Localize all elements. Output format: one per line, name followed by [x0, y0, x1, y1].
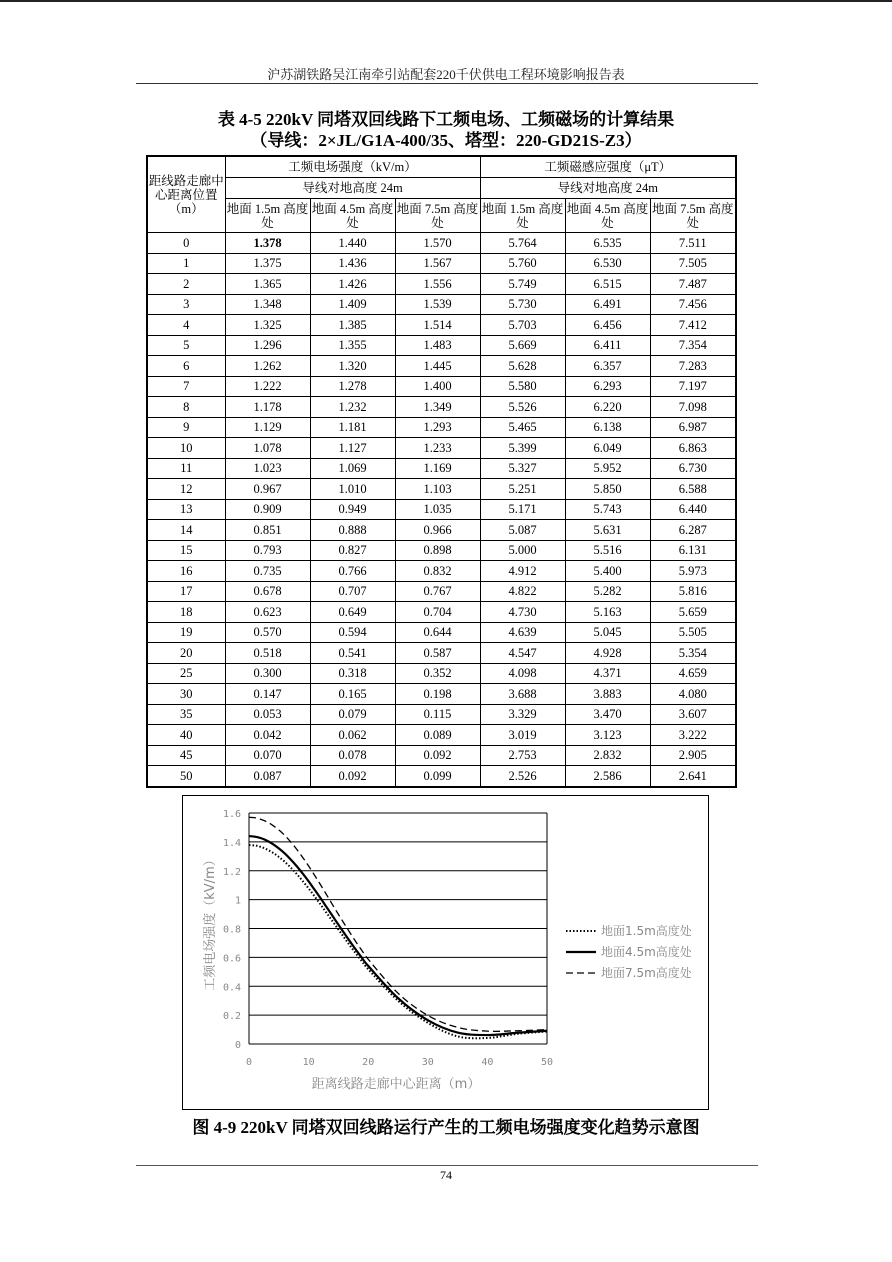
distance-cell: 13: [147, 499, 225, 520]
distance-cell: 45: [147, 745, 225, 766]
y-tick-label: 1.4: [222, 837, 241, 849]
y-tick-label: 1.6: [222, 809, 241, 820]
value-cell: 1.385: [310, 315, 395, 336]
value-cell: 5.764: [480, 233, 565, 254]
value-cell: 1.325: [225, 315, 310, 336]
column-header-b-1-5m: 地面 1.5m 高度处: [480, 199, 565, 233]
table-row: [147, 643, 736, 664]
y-tick-label: 0.4: [222, 982, 241, 994]
table-row: [147, 704, 736, 725]
distance-cell: 18: [147, 602, 225, 623]
value-cell: 5.730: [480, 294, 565, 315]
table-row: [147, 581, 736, 602]
value-cell: 3.222: [650, 725, 736, 746]
table-row: [147, 684, 736, 705]
value-cell: 1.023: [225, 458, 310, 479]
value-cell: 6.440: [650, 499, 736, 520]
table-row: [147, 561, 736, 582]
chart-grid: [249, 813, 547, 1044]
value-cell: 1.293: [395, 417, 480, 438]
value-cell: 4.080: [650, 684, 736, 705]
value-cell: 5.000: [480, 540, 565, 561]
table-body: [147, 233, 736, 787]
table-caption: [136, 109, 756, 151]
value-cell: 5.659: [650, 602, 736, 623]
x-tick-label: 0: [245, 1057, 253, 1068]
value-cell: 0.587: [395, 643, 480, 664]
table-row: [147, 335, 736, 356]
efield-chart: [183, 796, 710, 1111]
value-cell: 5.743: [565, 499, 650, 520]
column-header-e-1-5m: 地面 1.5m 高度处: [225, 199, 310, 233]
value-cell: 0.570: [225, 622, 310, 643]
table-row: [147, 315, 736, 336]
distance-cell: 4: [147, 315, 225, 336]
distance-cell: 16: [147, 561, 225, 582]
table-row: [147, 766, 736, 787]
value-cell: 2.753: [480, 745, 565, 766]
legend-label: 地面7.5m高度处: [601, 966, 692, 980]
value-cell: 6.535: [565, 233, 650, 254]
value-cell: 0.594: [310, 622, 395, 643]
distance-cell: 7: [147, 376, 225, 397]
value-cell: 0.735: [225, 561, 310, 582]
table-row: [147, 499, 736, 520]
value-cell: 0.198: [395, 684, 480, 705]
value-cell: 1.222: [225, 376, 310, 397]
y-tick-label: 0.8: [222, 924, 241, 936]
value-cell: 0.070: [225, 745, 310, 766]
value-cell: 0.644: [395, 622, 480, 643]
value-cell: 5.760: [480, 253, 565, 274]
efield-header: 工频电场强度（kV/m）: [225, 156, 480, 178]
value-cell: 0.832: [395, 561, 480, 582]
value-cell: 0.352: [395, 663, 480, 684]
value-cell: 0.541: [310, 643, 395, 664]
distance-cell: 11: [147, 458, 225, 479]
table-row: [147, 376, 736, 397]
value-cell: 6.220: [565, 397, 650, 418]
distance-header: 距线路走廊中心距离位置（m）: [147, 156, 225, 233]
value-cell: 1.567: [395, 253, 480, 274]
value-cell: 4.547: [480, 643, 565, 664]
value-cell: 0.318: [310, 663, 395, 684]
footer-rule: [136, 1165, 758, 1166]
y-axis-ticks: [223, 809, 241, 1051]
value-cell: 5.816: [650, 581, 736, 602]
value-cell: 5.087: [480, 520, 565, 541]
value-cell: 7.354: [650, 335, 736, 356]
y-tick-label: 1: [234, 895, 241, 907]
value-cell: 7.412: [650, 315, 736, 336]
value-cell: 1.169: [395, 458, 480, 479]
value-cell: 0.115: [395, 704, 480, 725]
value-cell: 0.766: [310, 561, 395, 582]
value-cell: 5.850: [565, 479, 650, 500]
legend-label: 地面4.5m高度处: [601, 945, 692, 959]
value-cell: 4.659: [650, 663, 736, 684]
value-cell: 0.827: [310, 540, 395, 561]
value-cell: 0.767: [395, 581, 480, 602]
value-cell: 5.282: [565, 581, 650, 602]
distance-cell: 5: [147, 335, 225, 356]
value-cell: 5.465: [480, 417, 565, 438]
value-cell: 1.445: [395, 356, 480, 377]
value-cell: 3.019: [480, 725, 565, 746]
value-cell: 0.053: [225, 704, 310, 725]
legend-label: 地面1.5m高度处: [601, 924, 692, 938]
column-header-e-7-5m: 地面 7.5m 高度处: [395, 199, 480, 233]
bfield-header: 工频磁感应强度（μT）: [480, 156, 736, 178]
value-cell: 0.042: [225, 725, 310, 746]
distance-cell: 35: [147, 704, 225, 725]
value-cell: 0.649: [310, 602, 395, 623]
value-cell: 1.400: [395, 376, 480, 397]
table-row: [147, 253, 736, 274]
value-cell: 1.365: [225, 274, 310, 295]
value-cell: 5.400: [565, 561, 650, 582]
value-cell: 0.300: [225, 663, 310, 684]
value-cell: 1.127: [310, 438, 395, 459]
figure-frame: [182, 795, 709, 1110]
value-cell: 1.262: [225, 356, 310, 377]
value-cell: 4.371: [565, 663, 650, 684]
series-line-4-5m: [249, 836, 547, 1035]
value-cell: 0.793: [225, 540, 310, 561]
value-cell: 7.456: [650, 294, 736, 315]
value-cell: 1.069: [310, 458, 395, 479]
x-tick-label: 10: [302, 1057, 315, 1068]
value-cell: 3.123: [565, 725, 650, 746]
value-cell: 4.639: [480, 622, 565, 643]
value-cell: 2.641: [650, 766, 736, 787]
distance-cell: 3: [147, 294, 225, 315]
table-row: [147, 540, 736, 561]
table-row: [147, 417, 736, 438]
value-cell: 1.103: [395, 479, 480, 500]
value-cell: 6.987: [650, 417, 736, 438]
value-cell: 1.409: [310, 294, 395, 315]
distance-cell: 17: [147, 581, 225, 602]
value-cell: 1.378: [225, 233, 310, 254]
value-cell: 6.530: [565, 253, 650, 274]
value-cell: 7.505: [650, 253, 736, 274]
value-cell: 5.327: [480, 458, 565, 479]
table-row: [147, 233, 736, 254]
value-cell: 1.035: [395, 499, 480, 520]
value-cell: 0.909: [225, 499, 310, 520]
table-row: [147, 438, 736, 459]
table-caption-subtitle: （导线：2×JL/G1A-400/35、塔型：220-GD21S-Z3）: [250, 131, 642, 150]
value-cell: 2.526: [480, 766, 565, 787]
value-cell: 6.411: [565, 335, 650, 356]
value-cell: 5.163: [565, 602, 650, 623]
value-cell: 5.399: [480, 438, 565, 459]
value-cell: 4.098: [480, 663, 565, 684]
value-cell: 7.487: [650, 274, 736, 295]
value-cell: 0.099: [395, 766, 480, 787]
value-cell: 5.526: [480, 397, 565, 418]
value-cell: 1.010: [310, 479, 395, 500]
value-cell: 1.539: [395, 294, 480, 315]
distance-cell: 8: [147, 397, 225, 418]
distance-cell: 30: [147, 684, 225, 705]
value-cell: 3.883: [565, 684, 650, 705]
value-cell: 0.704: [395, 602, 480, 623]
value-cell: 5.251: [480, 479, 565, 500]
running-header: 沪苏湖铁路吴江南牵引站配套220千伏供电工程环境影响报告表: [267, 67, 625, 82]
value-cell: 5.580: [480, 376, 565, 397]
x-tick-label: 50: [540, 1057, 554, 1068]
value-cell: 0.518: [225, 643, 310, 664]
value-cell: 1.278: [310, 376, 395, 397]
value-cell: 0.623: [225, 602, 310, 623]
value-cell: 4.730: [480, 602, 565, 623]
efield-subheader: 导线对地高度 24m: [225, 178, 480, 199]
value-cell: 5.703: [480, 315, 565, 336]
value-cell: 1.375: [225, 253, 310, 274]
distance-cell: 50: [147, 766, 225, 787]
value-cell: 1.426: [310, 274, 395, 295]
value-cell: 6.588: [650, 479, 736, 500]
value-cell: 4.912: [480, 561, 565, 582]
value-cell: 1.436: [310, 253, 395, 274]
value-cell: 5.354: [650, 643, 736, 664]
value-cell: 0.966: [395, 520, 480, 541]
table-row: [147, 397, 736, 418]
value-cell: 6.131: [650, 540, 736, 561]
value-cell: 4.822: [480, 581, 565, 602]
distance-cell: 10: [147, 438, 225, 459]
value-cell: 2.905: [650, 745, 736, 766]
table-row: [147, 622, 736, 643]
bfield-subheader: 导线对地高度 24m: [480, 178, 736, 199]
value-cell: 0.089: [395, 725, 480, 746]
y-tick-label: 0: [234, 1040, 241, 1051]
value-cell: 1.570: [395, 233, 480, 254]
y-tick-label: 0.6: [222, 953, 241, 965]
value-cell: 5.171: [480, 499, 565, 520]
series-line-1-5m: [249, 845, 547, 1038]
distance-cell: 14: [147, 520, 225, 541]
value-cell: 0.678: [225, 581, 310, 602]
value-cell: 6.515: [565, 274, 650, 295]
value-cell: 1.129: [225, 417, 310, 438]
value-cell: 6.491: [565, 294, 650, 315]
value-cell: 1.233: [395, 438, 480, 459]
value-cell: 0.967: [225, 479, 310, 500]
column-header-b-7-5m: 地面 7.5m 高度处: [650, 199, 736, 233]
value-cell: 1.181: [310, 417, 395, 438]
value-cell: 6.287: [650, 520, 736, 541]
value-cell: 0.949: [310, 499, 395, 520]
table-row: [147, 458, 736, 479]
value-cell: 1.514: [395, 315, 480, 336]
value-cell: 5.628: [480, 356, 565, 377]
column-header-e-4-5m: 地面 4.5m 高度处: [310, 199, 395, 233]
value-cell: 3.607: [650, 704, 736, 725]
x-tick-label: 40: [481, 1057, 494, 1068]
distance-cell: 20: [147, 643, 225, 664]
value-cell: 1.483: [395, 335, 480, 356]
value-cell: 3.470: [565, 704, 650, 725]
value-cell: 3.688: [480, 684, 565, 705]
value-cell: 6.456: [565, 315, 650, 336]
distance-cell: 1: [147, 253, 225, 274]
value-cell: 5.973: [650, 561, 736, 582]
value-cell: 4.928: [565, 643, 650, 664]
table-row: [147, 745, 736, 766]
y-tick-label: 0.2: [222, 1011, 241, 1023]
table-row: [147, 663, 736, 684]
value-cell: 0.147: [225, 684, 310, 705]
value-cell: 0.092: [395, 745, 480, 766]
value-cell: 6.357: [565, 356, 650, 377]
value-cell: 0.087: [225, 766, 310, 787]
distance-cell: 25: [147, 663, 225, 684]
value-cell: 1.178: [225, 397, 310, 418]
header-rule: [136, 83, 758, 84]
value-cell: 1.556: [395, 274, 480, 295]
x-axis-ticks: [246, 1057, 553, 1068]
distance-cell: 9: [147, 417, 225, 438]
chart-series: [249, 817, 547, 1038]
value-cell: 5.516: [565, 540, 650, 561]
value-cell: 6.138: [565, 417, 650, 438]
value-cell: 1.440: [310, 233, 395, 254]
value-cell: 0.079: [310, 704, 395, 725]
table-row: [147, 479, 736, 500]
value-cell: 1.355: [310, 335, 395, 356]
top-border-rule: [0, 0, 892, 2]
value-cell: 5.505: [650, 622, 736, 643]
distance-cell: 15: [147, 540, 225, 561]
value-cell: 1.348: [225, 294, 310, 315]
x-tick-label: 20: [362, 1057, 375, 1068]
value-cell: 6.049: [565, 438, 650, 459]
table-row: [147, 356, 736, 377]
value-cell: 0.165: [310, 684, 395, 705]
value-cell: 7.283: [650, 356, 736, 377]
value-cell: 1.232: [310, 397, 395, 418]
value-cell: 5.631: [565, 520, 650, 541]
table-row: [147, 294, 736, 315]
value-cell: 5.045: [565, 622, 650, 643]
chart-legend: [566, 923, 692, 980]
x-tick-label: 30: [421, 1057, 434, 1068]
value-cell: 1.296: [225, 335, 310, 356]
value-cell: 0.707: [310, 581, 395, 602]
value-cell: 0.898: [395, 540, 480, 561]
value-cell: 0.092: [310, 766, 395, 787]
value-cell: 2.586: [565, 766, 650, 787]
value-cell: 6.293: [565, 376, 650, 397]
value-cell: 6.730: [650, 458, 736, 479]
value-cell: 7.197: [650, 376, 736, 397]
page-number: 74: [440, 1168, 452, 1182]
table-row: [147, 520, 736, 541]
table-row: [147, 602, 736, 623]
distance-cell: 2: [147, 274, 225, 295]
table-row: [147, 725, 736, 746]
value-cell: 0.851: [225, 520, 310, 541]
value-cell: 0.078: [310, 745, 395, 766]
value-cell: 3.329: [480, 704, 565, 725]
distance-cell: 19: [147, 622, 225, 643]
value-cell: 1.078: [225, 438, 310, 459]
y-tick-label: 1.2: [222, 866, 241, 878]
value-cell: 5.952: [565, 458, 650, 479]
value-cell: 1.349: [395, 397, 480, 418]
value-cell: 2.832: [565, 745, 650, 766]
results-table: [146, 155, 737, 788]
value-cell: 0.888: [310, 520, 395, 541]
value-cell: 7.098: [650, 397, 736, 418]
value-cell: 6.863: [650, 438, 736, 459]
distance-cell: 6: [147, 356, 225, 377]
distance-cell: 0: [147, 233, 225, 254]
distance-cell: 12: [147, 479, 225, 500]
value-cell: 7.511: [650, 233, 736, 254]
table-row: [147, 274, 736, 295]
value-cell: 5.749: [480, 274, 565, 295]
value-cell: 5.669: [480, 335, 565, 356]
table-caption-title: 表 4-5 220kV 同塔双回线路下工频电场、工频磁场的计算结果: [217, 110, 675, 129]
distance-cell: 40: [147, 725, 225, 746]
value-cell: 0.062: [310, 725, 395, 746]
y-axis-label: 工频电场强度（kV/m）: [203, 853, 218, 991]
column-header-b-4-5m: 地面 4.5m 高度处: [565, 199, 650, 233]
value-cell: 1.320: [310, 356, 395, 377]
x-axis-label: 距离线路走廊中心距离（m）: [311, 1077, 481, 1092]
figure-caption: 图 4-9 220kV 同塔双回线路运行产生的工频电场强度变化趋势示意图: [192, 1118, 700, 1137]
